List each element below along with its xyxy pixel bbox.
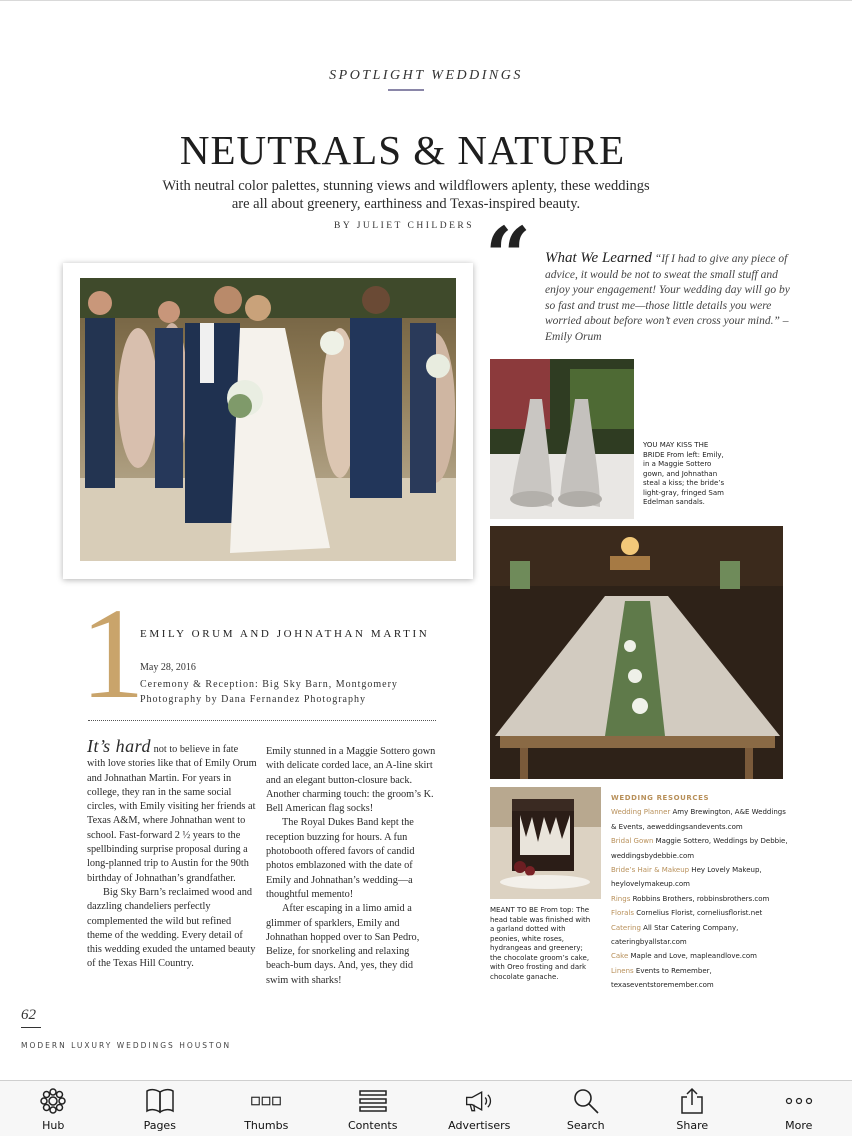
search-icon (571, 1087, 601, 1115)
shoes-caption: YOU MAY KISS THE BRIDE From left: Emily, in a Maggie Sottero gown, and Johnathan steal a kiss; the bride’s light-gray, fringed Sam Edelman sandals. (643, 441, 725, 506)
page-number: 62 (21, 1007, 36, 1023)
resource-item: Bridal Gown Maggie Sottero, Weddings by Debbie, weddingsbydebbie.com (611, 837, 788, 860)
more-icon (784, 1087, 814, 1115)
bridal-shoes-photo (490, 359, 634, 519)
toolbar-hub-button[interactable] (0, 1081, 106, 1136)
toolbar-label: Pages (143, 1119, 176, 1132)
body-column-2 (266, 745, 436, 988)
toolbar-label: Thumbs (244, 1119, 289, 1132)
venue-line: Ceremony & Reception: Big Sky Barn, Montgomery (140, 679, 398, 690)
body-paragraph: It’s hard not to believe in fate with love stories like that of Emily Orum and Johnathan Martin. For years in college, they ran in the same social circles, with Emily visiting her friends at Texas A&M, where Johnathan went to school. Fast-forward 2 ½ years to the spellbinding surprise proposal during a long-planned trip to Austin for the 90th birthday of Johnathan’s grandfather. (87, 736, 257, 884)
couple-name: EMILY ORUM AND JOHNATHAN MARTIN (140, 628, 430, 640)
resource-item: Catering All Star Catering Company, cateringbyallstar.com (611, 923, 739, 947)
thumbs-icon (251, 1087, 281, 1115)
pull-quote (545, 251, 790, 345)
toolbar-more-button[interactable] (746, 1081, 852, 1136)
share-icon (677, 1087, 707, 1115)
venue-credits (140, 677, 398, 707)
toolbar-label: Search (566, 1119, 605, 1132)
resources-title: WEDDING RESOURCES (611, 794, 710, 802)
resource-item: Rings Robbins Brothers, robbinsbrothers.com (611, 894, 770, 903)
toolbar-thumbs-button[interactable] (213, 1081, 319, 1136)
wedding-number: 1 (80, 582, 145, 726)
toolbar-contents-button[interactable] (320, 1081, 426, 1136)
resource-item: Wedding Planner Amy Brewington, A&E Weddings & Events, aeweddingsandevents.com (611, 808, 786, 831)
dek: With neutral color palettes, stunning views and wildflowers aplenty, these weddings are all about greenery, earthiness and Texas-inspired beauty. (162, 178, 650, 212)
toolbar-label: Share (676, 1119, 709, 1132)
body-paragraph: The Royal Dukes Band kept the reception buzzing for hours. A fun photobooth offered favors of candid photos emblazoned with the date of Emily and Johnathan’s wedding—a thoughtful memento! (266, 817, 415, 900)
quote-lead: What We Learned (545, 250, 652, 266)
byline: BY JULIET CHILDERS (334, 221, 474, 231)
toolbar-advertisers-button[interactable] (426, 1081, 532, 1136)
hub-icon (38, 1087, 68, 1115)
reception-table-photo (490, 526, 783, 779)
quote-body: “If I had to give any piece of advice, it would be not to sweat the small stuff and enjoy your engagement! Your wedding day will go by so fast and trust me—those little details you were worried about before won’t even cross your mind.” –Emily Orum (545, 253, 790, 343)
magazine-name: MODERN LUXURY WEDDINGS HOUSTON (21, 1041, 232, 1050)
lead-in: It’s hard (87, 736, 152, 756)
quote-mark: “ (485, 209, 532, 303)
dotted-divider (88, 720, 436, 721)
body-paragraph: Emily stunned in a Maggie Sottero gown with delicate corded lace, an A-line skirt and an elegant button-closure back. Another charming touch: the groom’s K. Bell American flag socks! (266, 746, 436, 815)
resource-item: Linens Events to Remember, texaseventstoremember.com (611, 966, 714, 990)
pages-icon (145, 1087, 175, 1115)
megaphone-icon (464, 1087, 494, 1115)
toolbar-pages-button[interactable] (107, 1081, 213, 1136)
body-paragraph: Big Sky Barn’s reclaimed wood and dazzling chandeliers perfectly complemented the wild but refined theme of the wedding. Every detail of this wedding exuded the untamed beauty of the Texas Hill Country. (87, 886, 256, 970)
toolbar-label: Advertisers (448, 1119, 511, 1132)
toolbar-search-button[interactable] (533, 1081, 639, 1136)
folio-rule (21, 1027, 41, 1028)
wedding-date: May 28, 2016 (140, 662, 196, 673)
resource-item: Cake Maple and Love, mapleandlove.com (611, 952, 757, 961)
wedding-resources (611, 791, 791, 993)
body-paragraph: After escaping in a limo amid a glimmer of sparklers, Emily and Johnathan hopped over to San Pedro, Belize, for snorkeling and relaxing beach-bum days. And, yes, they did swim with sharks! (266, 903, 420, 986)
section-divider (388, 89, 424, 91)
cake-caption: MEANT TO BE From top: The head table was finished with a garland dotted with peonies, white roses, hydrangeas and greenery; the chocolate groom’s cake, with Oreo frosting and dark chocolate ganache. (490, 906, 591, 981)
toolbar-label: Hub (42, 1119, 65, 1132)
bottom-toolbar (0, 1080, 852, 1136)
section-label: SPOTLIGHT WEDDINGS (329, 68, 523, 83)
toolbar-share-button[interactable] (639, 1081, 745, 1136)
body-column-1 (87, 736, 257, 972)
headline: NEUTRALS & NATURE (179, 127, 626, 173)
grooms-cake-photo (490, 787, 601, 899)
toolbar-label: More (785, 1119, 813, 1132)
toolbar-label: Contents (348, 1119, 398, 1132)
photographer-line: Photography by Dana Fernandez Photography (140, 694, 366, 705)
resource-item: Florals Cornelius Florist, corneliusflorist.net (611, 909, 763, 918)
resource-item: Bride’s Hair & Makeup Hey Lovely Makeup, heylovelymakeup.com (611, 866, 762, 889)
wedding-party-photo (80, 278, 456, 561)
contents-icon (358, 1087, 388, 1115)
